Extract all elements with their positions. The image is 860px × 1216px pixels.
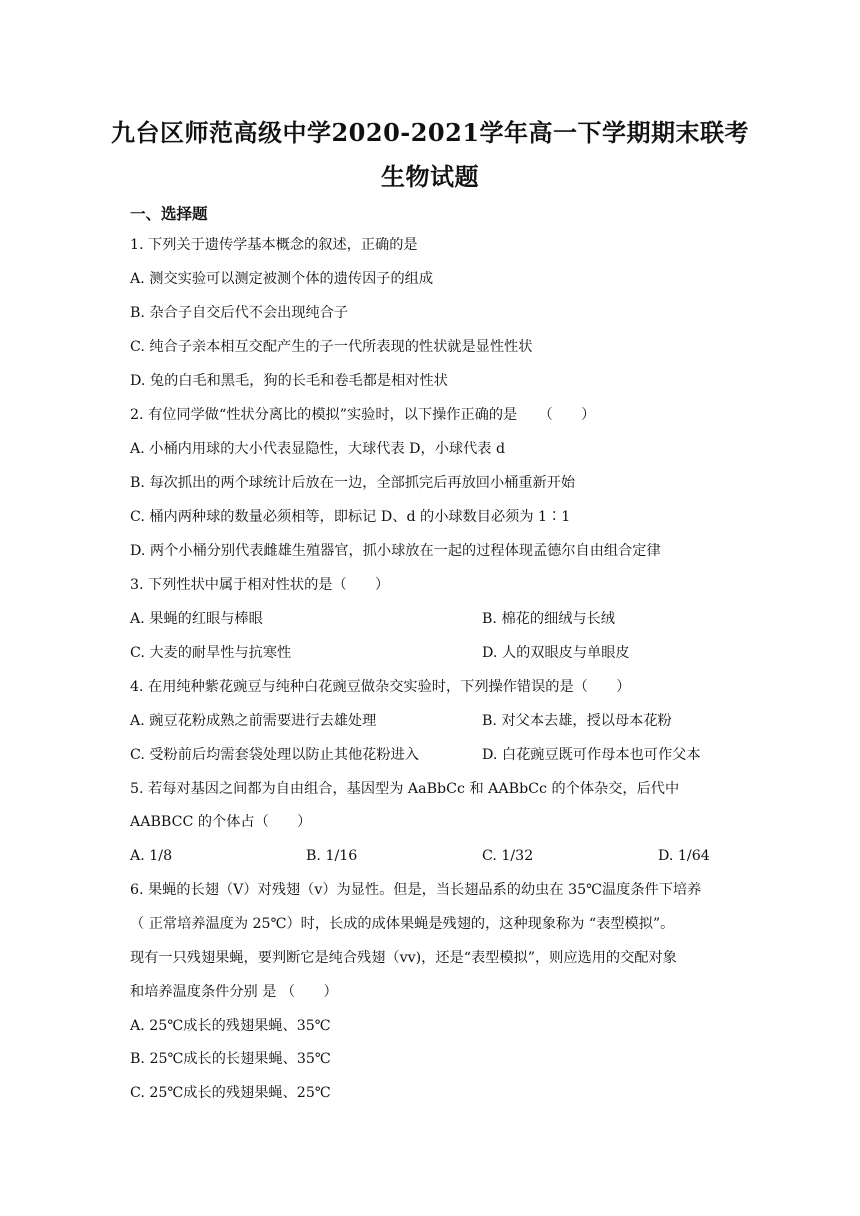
exam-title: 九台区师范高级中学2020-2021学年高一下学期期末联考 xyxy=(110,118,750,147)
question-6-stem-line2: （ 正常培养温度为 25℃）时，长成的成体果蝇是残翅的，这种现象称为 “表型模拟”。 xyxy=(130,916,675,932)
question-6-option-b: B. 25℃成长的长翅果蝇、35℃ xyxy=(130,1051,331,1067)
question-3-option-b: B. 棉花的细绒与长绒 xyxy=(482,611,615,627)
question-3-stem: 3. 下列性状中属于相对性状的是（ ） xyxy=(130,577,390,593)
question-6-stem-line3: 现有一只残翅果蝇，要判断它是纯合残翅（vv)，还是“表型模拟”，则应选用的交配对象 xyxy=(130,950,677,966)
question-2-option-a: A. 小桶内用球的大小代表显隐性，大球代表 D，小球代表 d xyxy=(130,441,506,457)
question-3-option-d: D. 人的双眼皮与单眼皮 xyxy=(482,645,630,661)
question-2-stem: 2. 有位同学做“性状分离比的模拟”实验时，以下操作正确的是 （ ） xyxy=(130,407,596,423)
section-heading: 一、选择题 xyxy=(130,204,208,223)
question-5-option-d: D. 1/64 xyxy=(658,848,710,864)
question-5-option-a: A. 1/8 xyxy=(130,848,173,864)
question-4-option-c: C. 受粉前后均需套袋处理以防止其他花粉进入 xyxy=(130,747,419,763)
question-4-option-d: D. 白花豌豆既可作母本也可作父本 xyxy=(482,747,701,763)
question-2-option-d: D. 两个小桶分别代表雌雄生殖器官，抓小球放在一起的过程体现孟德尔自由组合定律 xyxy=(130,543,661,559)
question-5-stem-line1: 5. 若每对基因之间都为自由组合，基因型为 AaBbCc 和 AABbCc 的个体杂交，后代中 xyxy=(130,781,680,797)
question-2-option-c: C. 桶内两种球的数量必须相等，即标记 D、d 的小球数目必须为 1∶1 xyxy=(130,509,571,525)
question-6-stem-line1: 6. 果蝇的长翅（V）对残翅（v）为显性。但是，当长翅品系的幼虫在 35℃温度条件下培养 xyxy=(130,882,702,898)
question-1-option-b: B. 杂合子自交后代不会出现纯合子 xyxy=(130,305,349,321)
question-1-option-a: A. 测交实验可以测定被测个体的遗传因子的组成 xyxy=(130,271,434,287)
exam-subtitle: 生物试题 xyxy=(381,162,479,191)
question-4-option-b: B. 对父本去雄，授以母本花粉 xyxy=(482,713,672,729)
question-5-option-c: C. 1/32 xyxy=(482,848,534,864)
question-1-option-d: D. 兔的白毛和黑毛，狗的长毛和卷毛都是相对性状 xyxy=(130,373,448,389)
question-6-option-c: C. 25℃成长的残翅果蝇、25℃ xyxy=(130,1085,331,1101)
question-2-option-b: B. 每次抓出的两个球统计后放在一边，全部抓完后再放回小桶重新开始 xyxy=(130,475,576,491)
question-1-stem: 1. 下列关于遗传学基本概念的叙述，正确的是 xyxy=(130,237,418,253)
question-1-option-c: C. 纯合子亲本相互交配产生的子一代所表现的性状就是显性性状 xyxy=(130,339,533,355)
question-3-option-c: C. 大麦的耐旱性与抗寒性 xyxy=(130,645,292,661)
question-4-option-a: A. 豌豆花粉成熟之前需要进行去雄处理 xyxy=(130,713,377,729)
question-5-stem-line2: AABBCC 的个体占（ ） xyxy=(130,814,312,830)
question-3-option-a: A. 果蝇的红眼与棒眼 xyxy=(130,611,263,627)
question-6-stem-line4: 和培养温度条件分别 是 （ ） xyxy=(130,984,338,1000)
question-4-stem: 4. 在用纯种紫花豌豆与纯种白花豌豆做杂交实验时，下列操作错误的是（ ） xyxy=(130,679,631,695)
question-6-option-a: A. 25℃成长的残翅果蝇、35℃ xyxy=(130,1018,331,1034)
question-5-option-b: B. 1/16 xyxy=(306,848,358,864)
